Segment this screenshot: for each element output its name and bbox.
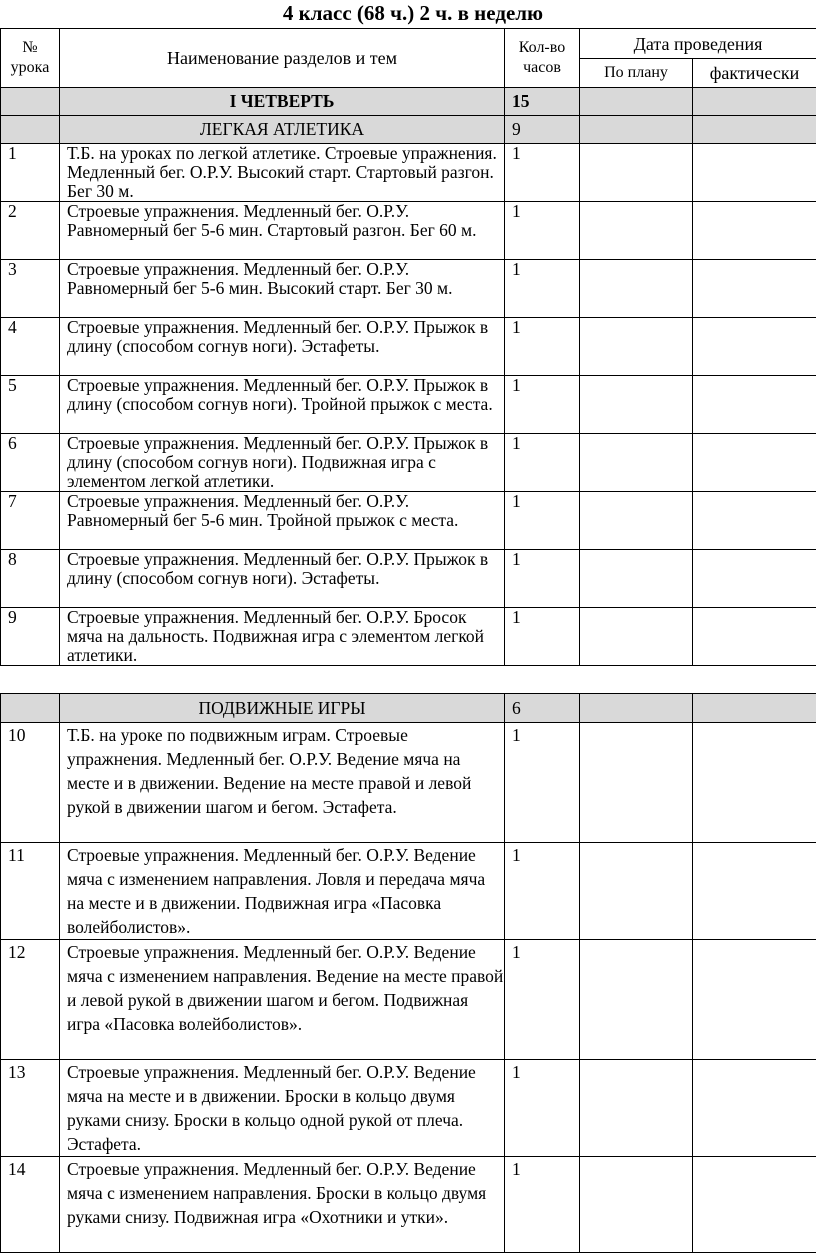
date-plan xyxy=(580,608,693,666)
lesson-topic: Строевые упражнения. Медленный бег. О.Р.У. Ведение мяча с изменением направления. Ведение на месте правой и левой рукой в движении шагом и бегом. Подвижная игра «Пасовка волейболистов». xyxy=(60,940,505,1060)
lesson-number: 5 xyxy=(1,376,60,434)
date-plan xyxy=(580,492,693,550)
lesson-topic: Т.Б. на уроке по подвижным играм. Строевые упражнения. Медленный бег. О.Р.У. Ведение мяча на месте и в движении. Ведение на месте правой и левой рукой в движении шагом и бегом. Эстафета. xyxy=(60,723,505,843)
table-row xyxy=(1,550,816,608)
lesson-number: 1 xyxy=(1,144,60,202)
lesson-hours: 1 xyxy=(505,202,580,260)
quarter-hours: 15 xyxy=(505,88,580,116)
lesson-hours: 1 xyxy=(505,376,580,434)
page-title: 4 класс (68 ч.) 2 ч. в неделю xyxy=(282,1,544,25)
date-plan xyxy=(580,144,693,202)
header-date-plan: По плану xyxy=(580,59,693,88)
date-actual xyxy=(693,550,816,608)
lesson-topic: Строевые упражнения. Медленный бег. О.Р.У. Ведение мяча с изменением направления. Ловля и передача мяча на месте и в движении. Подвижная игра «Пасовка волейболистов». xyxy=(60,843,505,940)
date-actual xyxy=(693,940,816,1060)
date-actual xyxy=(693,492,816,550)
table-row xyxy=(1,144,816,202)
quarter-label: I ЧЕТВЕРТЬ xyxy=(60,88,505,116)
date-plan xyxy=(580,723,693,843)
section-hours: 9 xyxy=(505,116,580,144)
lesson-number: 12 xyxy=(1,940,60,1060)
quarter-row xyxy=(1,88,816,116)
lesson-hours: 1 xyxy=(505,1060,580,1157)
date-plan xyxy=(580,843,693,940)
section-row xyxy=(1,116,816,144)
lesson-topic: Строевые упражнения. Медленный бег. О.Р.У. Прыжок в длину (способом согнув ноги). Эстафеты. xyxy=(60,550,505,608)
schedule-table-part2 xyxy=(0,693,816,1253)
lesson-topic: Строевые упражнения. Медленный бег. О.Р.У. Бросок мяча на дальность. Подвижная игра с элементом легкой атлетики. xyxy=(60,608,505,666)
header-lesson-number: № урока xyxy=(1,29,60,88)
date-actual xyxy=(693,723,816,843)
lesson-hours: 1 xyxy=(505,144,580,202)
lesson-hours: 1 xyxy=(505,492,580,550)
lesson-hours: 1 xyxy=(505,1157,580,1253)
date-actual xyxy=(693,144,816,202)
lesson-number: 14 xyxy=(1,1157,60,1253)
date-actual xyxy=(693,260,816,318)
section-row xyxy=(1,694,816,723)
table-row xyxy=(1,202,816,260)
lesson-hours: 1 xyxy=(505,318,580,376)
header-topic-name: Наименование разделов и тем xyxy=(60,29,505,88)
header-hours: Кол-во часов xyxy=(505,29,580,88)
lesson-number: 10 xyxy=(1,723,60,843)
lesson-number: 2 xyxy=(1,202,60,260)
lesson-number: 3 xyxy=(1,260,60,318)
date-actual xyxy=(693,843,816,940)
date-actual xyxy=(693,434,816,492)
table-row xyxy=(1,608,816,666)
lesson-topic: Строевые упражнения. Медленный бег. О.Р.У. Прыжок в длину (способом согнув ноги). Подвижная игра с элементом легкой атлетики. xyxy=(60,434,505,492)
lesson-topic: Строевые упражнения. Медленный бег. О.Р.У. Ведение мяча на месте и в движении. Броски в кольцо двумя руками снизу. Броски в кольцо одной рукой от плеча. Эстафета. xyxy=(60,1060,505,1157)
table-row xyxy=(1,1060,816,1157)
date-plan xyxy=(580,940,693,1060)
date-plan xyxy=(580,1060,693,1157)
lesson-hours: 1 xyxy=(505,434,580,492)
schedule-table-part1 xyxy=(0,28,816,666)
table-row xyxy=(1,318,816,376)
date-plan xyxy=(580,434,693,492)
lesson-number: 8 xyxy=(1,550,60,608)
table-row xyxy=(1,376,816,434)
lesson-topic: Строевые упражнения. Медленный бег. О.Р.У. Прыжок в длину (способом согнув ноги). Тройной прыжок с места. xyxy=(60,376,505,434)
table-row xyxy=(1,260,816,318)
date-plan xyxy=(580,1157,693,1253)
lesson-number: 6 xyxy=(1,434,60,492)
lesson-topic: Строевые упражнения. Медленный бег. О.Р.У. Прыжок в длину (способом согнув ноги). Эстафеты. xyxy=(60,318,505,376)
table-row xyxy=(1,1157,816,1253)
lesson-topic: Строевые упражнения. Медленный бег. О.Р.У. Ведение мяча с изменением направления. Броски в кольцо двумя руками снизу. Подвижная игра «Охотники и утки». xyxy=(60,1157,505,1253)
lesson-number: 7 xyxy=(1,492,60,550)
date-plan xyxy=(580,550,693,608)
lesson-hours: 1 xyxy=(505,550,580,608)
date-plan xyxy=(580,376,693,434)
date-actual xyxy=(693,202,816,260)
lesson-hours: 1 xyxy=(505,940,580,1060)
lesson-number: 4 xyxy=(1,318,60,376)
date-actual xyxy=(693,1060,816,1157)
section-hours: 6 xyxy=(505,694,580,723)
lesson-hours: 1 xyxy=(505,723,580,843)
date-plan xyxy=(580,260,693,318)
lesson-topic: Строевые упражнения. Медленный бег. О.Р.У. Равномерный бег 5-6 мин. Стартовый разгон. Бег 60 м. xyxy=(60,202,505,260)
section-label: ЛЕГКАЯ АТЛЕТИКА xyxy=(60,116,505,144)
date-plan xyxy=(580,202,693,260)
date-actual xyxy=(693,376,816,434)
date-actual xyxy=(693,318,816,376)
date-actual xyxy=(693,1157,816,1253)
table-row xyxy=(1,723,816,843)
header-date: Дата проведения xyxy=(580,29,816,59)
table-row xyxy=(1,492,816,550)
table-row xyxy=(1,940,816,1060)
table-row xyxy=(1,434,816,492)
table-row xyxy=(1,843,816,940)
lesson-number: 13 xyxy=(1,1060,60,1157)
lesson-hours: 1 xyxy=(505,260,580,318)
header-date-actual: фактически xyxy=(693,59,816,88)
date-plan xyxy=(580,318,693,376)
section-label: ПОДВИЖНЫЕ ИГРЫ xyxy=(60,694,505,723)
date-actual xyxy=(693,608,816,666)
lesson-topic: Строевые упражнения. Медленный бег. О.Р.У. Равномерный бег 5-6 мин. Высокий старт. Бег 30 м. xyxy=(60,260,505,318)
lesson-number: 11 xyxy=(1,843,60,940)
lesson-topic: Т.Б. на уроках по легкой атлетике. Строевые упражнения. Медленный бег. О.Р.У. Высокий старт. Стартовый разгон. Бег 30 м. xyxy=(60,144,505,202)
lesson-hours: 1 xyxy=(505,608,580,666)
lesson-number: 9 xyxy=(1,608,60,666)
lesson-topic: Строевые упражнения. Медленный бег. О.Р.У. Равномерный бег 5-6 мин. Тройной прыжок с места. xyxy=(60,492,505,550)
lesson-hours: 1 xyxy=(505,843,580,940)
